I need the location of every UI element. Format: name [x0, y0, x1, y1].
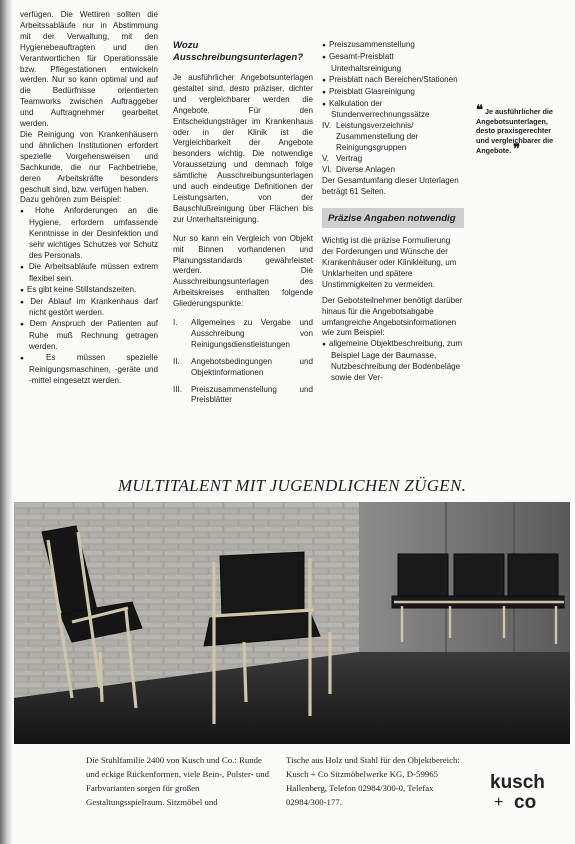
- outline-text: Allgemeines zu Vergabe und Ausschreibung von Reinigungsdienstleistungen: [191, 318, 313, 349]
- outline-text: Preiszusammenstellung und Preisblätter: [191, 384, 313, 405]
- col1-paragraph-2: Die Reinigung von Krankenhäusern und ähnlichen Institutionen erfordert spezielle Vorgehensweisen und Sachkunde, die nur Fachbetriebe, deren Arbeitskräfte besonders geschult sind, bzw. verfügen haben.: [20, 129, 158, 194]
- col1-bullet: ● Die Arbeitsabläufe müssen extrem flexibel sein.: [20, 262, 158, 285]
- col3-tail: Der Gesamtumfang dieser Unterlagen beträgt 61 Seiten.: [322, 175, 459, 196]
- ad-photo-chairs: [14, 502, 570, 744]
- outline-number: III.: [173, 384, 182, 394]
- col3-bullet: ● Gesamt-Preisblatt Unterhaltsreinigung: [322, 52, 464, 75]
- article-column-3: [322, 40, 464, 384]
- col1-bullet: ● Es gibt keine Stillstandszeiten.: [20, 285, 158, 297]
- outline-number: II.: [173, 356, 180, 366]
- subheading-ausschreibungsunterlagen: Wozu Ausschreibungsunterlagen?: [173, 40, 304, 63]
- col1-paragraph-3: Dazu gehören zum Beispiel:: [20, 195, 122, 205]
- article-column-2: [173, 40, 313, 406]
- col1-bullet: ● Dem Anspruch der Patienten auf Ruhe muß Rechnung getragen werden.: [20, 319, 158, 353]
- col1-paragraph-1: verfügen. Die Wettiren sollten die Arbeitssabläufe nur in Abstimmung mit der Verwaltung, mit den Hygienebeauftragten und den Verantwortlichen für Operationssäle bzw. Pflegestationen entwickeln werden. Nur so kann optimal und auf die Bedürfnisse orientierten Teamworks zwischen Auftraggeber und Auftragnehmer gearbeitet werden.: [20, 10, 158, 129]
- ad-copy-column-2: Tische aus Holz und Stahl für den Objektbereich: Kusch + Co Sitzmöbelwerke KG, D-59965 Hallenberg, Telefon 02984/300-0, Telefax 02984/300-177.: [286, 755, 460, 807]
- outline-text: Vertrag: [336, 154, 363, 164]
- col2-paragraph-2: Nur so kann ein Vergleich von Objekt mit Binnen vorhandenen und Planungsstandards gewährleistet werden. Die Ausschreibungsunterlagen des Arbeitskreises enthalten folgende Gliederungspunkte:: [173, 233, 313, 309]
- outline-text: Angebotsbedingungen und Objektinformationen: [191, 356, 313, 377]
- logo-word-kusch: kusch: [490, 772, 545, 793]
- scan-edge-shadow: [0, 0, 12, 844]
- col3-bullet: ● Kalkulation der Stundenverrechnungssätze: [322, 99, 464, 122]
- logo-plus: +: [494, 794, 504, 811]
- pull-quote: [476, 102, 566, 157]
- col3-bullet: ● Preisblatt Glasreinigung: [322, 87, 464, 99]
- outline-item: [322, 121, 464, 154]
- outline-number: IV.: [322, 121, 332, 131]
- col1-bullet: ● Hohe Anforderungen an die Hygiene, erfordern umfassende Kenntnisse in der Desinfektion und sehr wichtiges Schutzes vor Schutz des Personals.: [20, 206, 158, 262]
- outline-item: [322, 154, 464, 165]
- ad-copy-column-1: Die Stuhlfamilie 2400 von Kusch und Co.: Runde und eckige Rückenformen, viele Bein-, Polster- und Farbvarianten sorgen für großen Gestaltungsspielraum. Sitzmöbel und: [86, 755, 270, 807]
- outline-item: [322, 165, 464, 176]
- outline-item: [173, 385, 313, 407]
- outline-number: I.: [173, 318, 178, 328]
- kusch-co-logo: [488, 772, 558, 812]
- col3-paragraph-2: Der Gebotsteilnehmer benötigt darüber hinaus für die Angebotsabgabe umfangreiche Angebotsinformationen wie zum Beispiel:: [322, 295, 463, 338]
- close-quote-icon: ❞: [513, 141, 521, 157]
- col1-bullet: ● Es müssen spezielle Reinigungsmaschinen, -geräte und -mittel eingesetzt werden.: [20, 353, 158, 387]
- col2-paragraph-1: Je ausführlicher Angebotsunterlagen gestaltet sind, desto präziser, dichter und vergleichbarer werden die Angebote. Für den Entscheidungsträger im Krankenhaus oder in der Klinik ist die Vergleichbarkeit der Angebote besonders wichtig. Die notwendige Voraussetzung und demnach folge sämtliche Ausschreibungsunterlagen und auch eindeutige Definitionen der Leistungsarten, von der Bauschlußreinigung über Flächen bis zur Unterhaltsreinigung.: [173, 73, 313, 224]
- subheading-praezise-angaben: Präzise Angaben notwendig: [322, 208, 464, 229]
- article-column-1: [20, 10, 158, 387]
- outline-item: [173, 318, 313, 351]
- open-quote-icon: ❝: [476, 102, 483, 117]
- col3-paragraph-1: Wichtig ist die präzise Formulierung der Forderungen und Wünsche der Krankenhäuser oder Klinikleitung, um Unklarheiten und spätere Unstimmigkeiten zu vermeiden.: [322, 236, 457, 289]
- logo-word-co: co: [514, 792, 537, 812]
- col3-bullet: ● allgemeine Objektbeschreibung, zum Beispiel Lage der Baumasse, Nutzbeschreibung der Bodenbeläge sowie der Ver-: [322, 339, 464, 384]
- pull-quote-text: Je ausführlicher die Angebotsunterlagen, desto praxisgerechter und vergleichbarer die Angebote.: [476, 107, 554, 156]
- col3-bullet: ● Preiszusammenstellung: [322, 40, 464, 52]
- col3-bullet: ● Preisblatt nach Bereichen/Stationen: [322, 75, 464, 87]
- outline-number: V.: [322, 154, 329, 164]
- outline-item: [173, 357, 313, 379]
- outline-number: VI.: [322, 164, 332, 174]
- ad-headline: MULTITALENT MIT JUGENDLICHEN ZÜGEN.: [117, 476, 467, 495]
- col1-bullet: ● Der Ablauf im Krankenhaus darf nicht gestört werden.: [20, 297, 158, 320]
- outline-text: Diverse Anlagen: [336, 164, 395, 174]
- chair-photo-illustration: [14, 502, 570, 744]
- outline-text: Leistungsverzeichnis/ Zusammenstellung der Reinigungsgruppen: [336, 121, 419, 153]
